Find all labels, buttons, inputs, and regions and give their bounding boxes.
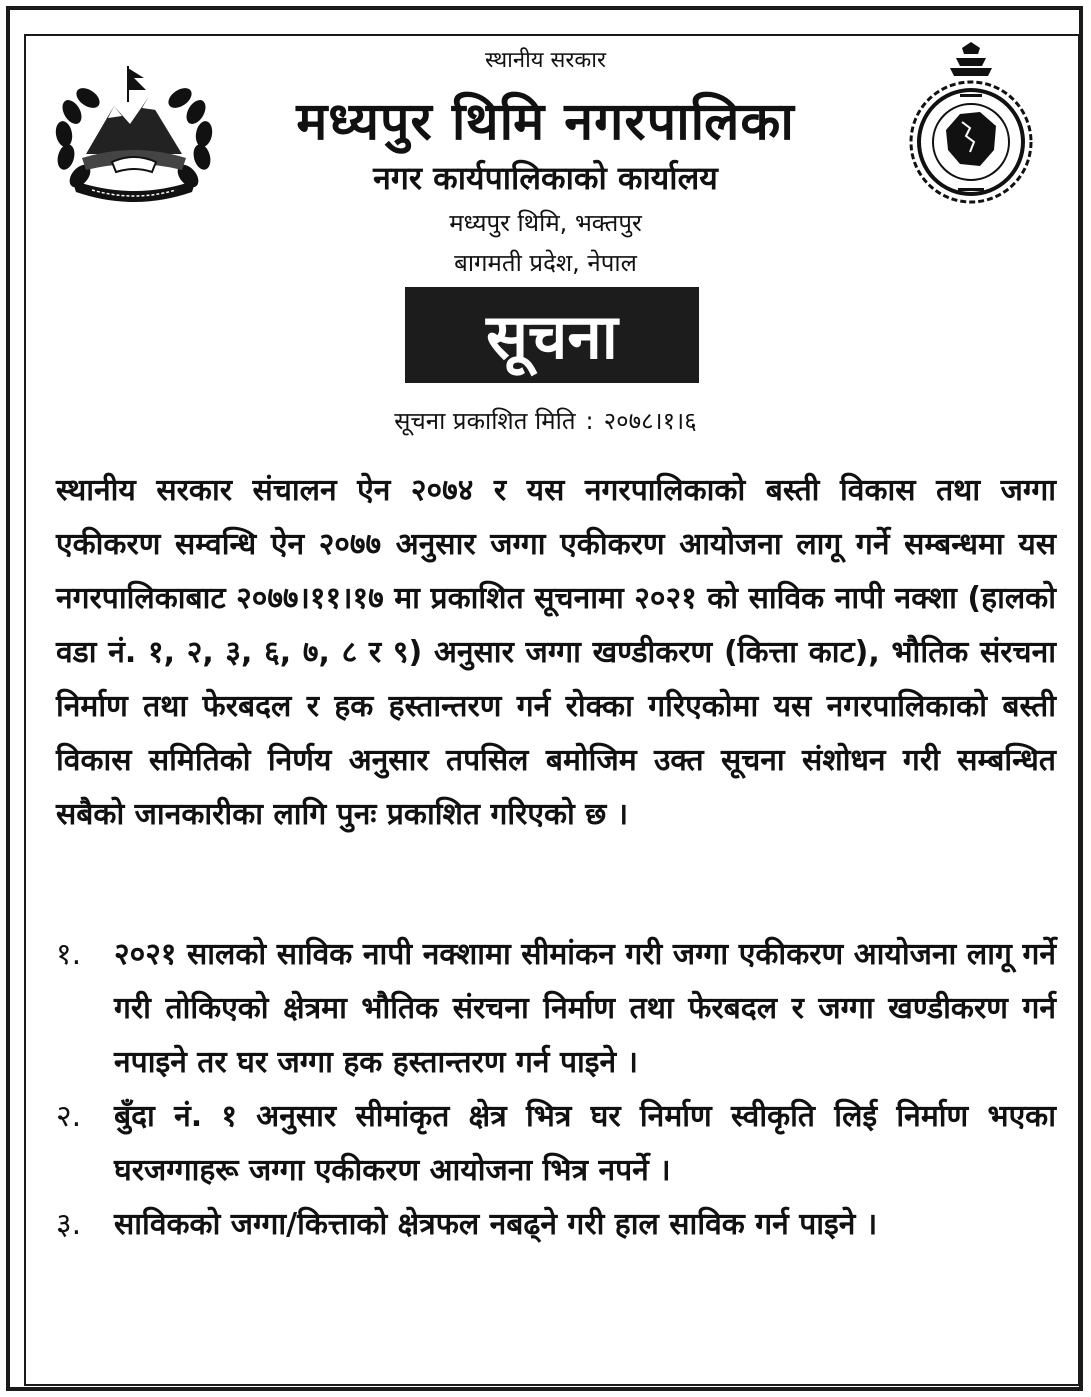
publication-date-label: सूचना प्रकाशित मिति: [394, 407, 576, 435]
publication-date-separator: :: [585, 407, 594, 435]
notice-title-box: [405, 287, 699, 383]
office-name: नगर कार्यपालिकाको कार्यालय: [373, 159, 718, 197]
address-line-1: मध्यपुर थिमि, भक्तपुर: [449, 209, 642, 237]
address-line-2: बागमती प्रदेश, नेपाल: [454, 249, 637, 277]
list-item: [56, 928, 1056, 1090]
list-item-text: बुँदा नं. १ अनुसार सीमांकृत क्षेत्र भित्र घर निर्माण स्वीकृति लिई निर्माण भएका घरजग्गाहरू जग्गा एकीकरण आयोजना भित्र नपर्ने ।: [114, 1099, 1056, 1188]
municipality-name: मध्यपुर थिमि नगरपालिका: [296, 92, 795, 152]
list-item: [56, 1198, 1056, 1252]
notice-paragraph: स्थानीय सरकार संचालन ऐन २०७४ र यस नगरपालिकाको बस्ती विकास तथा जग्गा एकीकरण सम्वन्धि ऐन २०७७ अनुसार जग्गा एकीकरण आयोजना लागू गर्ने सम्बन्धमा यस नगरपालिकाबाट २०७७।११।१७ मा प्रकाशित सूचनामा २०२१ को साविक नापी नक्शा (हालको वडा नं. १, २, ३, ६, ७, ८ र ९) अनुसार जग्गा खण्डीकरण (कित्ता काट), भौतिक संरचना निर्माण तथा फेरबदल र हक हस्तान्तरण गर्न रोक्का गरिएकोमा यस नगरपालिकाको बस्ती विकास समितिको निर्णय अनुसार तपसिल बमोजिम उक्त सूचना संशोधन गरी सम्बन्धित सबैको जानकारीका लागि पुनः प्रकाशित गरिएको छ ।: [56, 473, 1056, 832]
list-item-number: ३.: [56, 1207, 82, 1242]
list-item-text: २०२१ सालको साविक नापी नक्शामा सीमांकन गरी जग्गा एकीकरण आयोजना लागू गर्ने गरी तोकिएको क्षेत्रमा भौतिक संरचना निर्माण तथा फेरबदल र जग्गा खण्डीकरण गर्न नपाइने तर घर जग्गा हक हस्तान्तरण गर्न पाइने ।: [114, 937, 1056, 1080]
publication-date-value: २०७८।१।६: [603, 407, 697, 435]
list-item: [56, 1090, 1056, 1198]
list-item-number: १.: [56, 937, 82, 972]
publication-date: [0, 404, 1091, 437]
list-item-number: २.: [56, 1099, 82, 1134]
notice-title: सूचना: [486, 300, 618, 373]
notice-list: [56, 928, 1056, 1252]
list-item-text: साविकको जग्गा/कित्ताको क्षेत्रफल नबढ्ने गरी हाल साविक गर्न पाइने ।: [114, 1207, 878, 1242]
government-label: स्थानीय सरकार: [485, 48, 606, 73]
